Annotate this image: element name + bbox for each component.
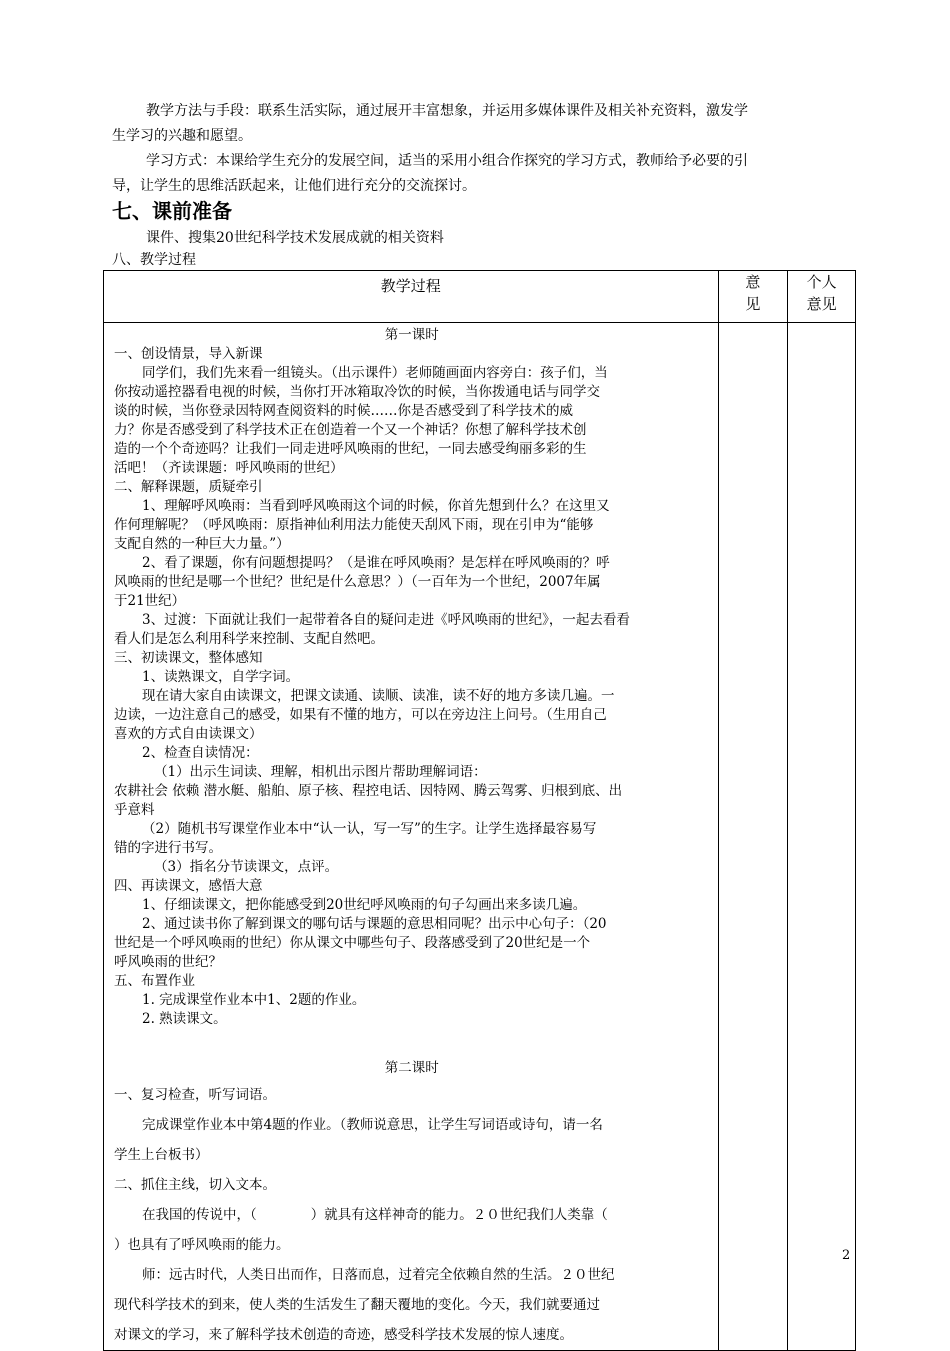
lesson-2-line: 二、抓住主线，切入文本。 — [114, 1177, 276, 1193]
lesson-1-line: 三、初读课文，整体感知 — [114, 650, 263, 666]
methods-line-2: 生学习的兴趣和愿望。 — [112, 128, 252, 144]
lesson-1-title: 第一课时 — [384, 327, 439, 343]
lesson-1-line: 农耕社会 依赖 潜水艇、船舶、原子核、程控电话、因特网、腾云驾雾、归根到底、出 — [114, 783, 623, 799]
lesson-1-line: （2）随机书写课堂作业本中“认一认，写一写”的生字。让学生选择最容易写 — [142, 821, 597, 837]
lesson-1-line: 乎意料 — [114, 802, 155, 818]
lesson-1-line: 造的一个个奇迹吗？让我们一同走进呼风唤雨的世纪，一同去感受绚丽多彩的生 — [114, 441, 587, 457]
lesson-2-line: 学生上台板书） — [114, 1147, 209, 1163]
lesson-1-line: 1、理解呼风唤雨：当看到呼风唤雨这个词的时候，你首先想到什么？在这里又 — [142, 498, 610, 514]
lesson-process-table — [103, 270, 856, 1351]
lesson-1-line: 于21世纪） — [114, 593, 186, 609]
lesson-1-line: 现在请大家自由读课文，把课文读通、读顺、读准，读不好的地方多读几遍。一 — [142, 688, 615, 704]
process-cell — [104, 323, 719, 1351]
opinion-cell — [718, 323, 788, 1351]
page-number: 2 — [842, 1248, 851, 1263]
lesson-1-line: 你按动遥控器看电视的时候，当你打开冰箱取冷饮的时候，当你拨通电话与同学交 — [114, 384, 600, 400]
learning-line-2: 导，让学生的思维活跃起来，让他们进行充分的交流探讨。 — [112, 178, 476, 194]
header-process: 教学过程 — [104, 271, 719, 323]
lesson-2-line: 一、复习检查，听写词语。 — [114, 1087, 276, 1103]
lesson-1-line: 风唤雨的世纪是哪一个世纪？世纪是什么意思？）（一百年为一个世纪，2007年属 — [114, 574, 601, 590]
lesson-2-title: 第二课时 — [384, 1060, 439, 1076]
lesson-1-line: 作何理解呢？（呼风唤雨：原指神仙利用法力能使天刮风下雨，现在引申为“能够 — [114, 517, 594, 533]
lesson-1-line: 2、通过读书你了解到课文的哪句话与课题的意思相同呢？出示中心句子：（20 — [142, 916, 607, 932]
personal-opinion-cell — [788, 323, 856, 1351]
header-personal-opinion: 个人 意见 — [788, 271, 856, 323]
lesson-1-line: 1、仔细读课文，把你能感受到20世纪呼风唤雨的句子勾画出来多读几遍。 — [142, 897, 587, 913]
header-opinion: 意 见 — [718, 271, 788, 323]
methods-line-1: 教学方法与手段：联系生活实际，通过展开丰富想象，并运用多媒体课件及相关补充资料，激发学 — [146, 103, 748, 119]
table-body-row — [104, 323, 856, 1351]
lesson-1-line: 支配自然的一种巨大力量。”） — [114, 536, 290, 552]
lesson-1-line: 错的字进行书写。 — [114, 840, 222, 856]
lesson-1-line: 二、解释课题，质疑牵引 — [114, 479, 263, 495]
lesson-1-line: 力？你是否感受到了科学技术正在创造着一个又一个神话？你想了解科学技术创 — [114, 422, 587, 438]
lesson-2-line: 现代科学技术的到来，使人类的生活发生了翻天覆地的变化。今天，我们就要通过 — [114, 1297, 600, 1313]
lesson-1-line: 五、布置作业 — [114, 973, 195, 989]
lesson-1-line: 呼风唤雨的世纪？ — [114, 954, 222, 970]
lesson-1-line: 2. 熟读课文。 — [142, 1011, 227, 1027]
learning-line-1: 学习方式：本课给学生充分的发展空间，适当的采用小组合作探究的学习方式，教师给予必要的引 — [146, 153, 748, 169]
lesson-1-line: 谈的时候，当你登录因特网查阅资料的时候……你是否感受到了科学技术的威 — [114, 403, 573, 419]
lesson-1-line: 喜欢的方式自由读课文） — [114, 726, 263, 742]
lesson-1-line: 一、创设情景，导入新课 — [114, 346, 263, 362]
lesson-1-line: 1. 完成课堂作业本中1、2题的作业。 — [142, 992, 366, 1008]
lesson-1-line: （1）出示生词读、理解，相机出示图片帮助理解词语： — [154, 764, 487, 780]
lesson-1-line: 四、再读课文，感悟大意 — [114, 878, 263, 894]
lesson-1-line: 同学们，我们先来看一组镜头。（出示课件）老师随画面内容旁白：孩子们，当 — [142, 365, 608, 381]
lesson-2-line: 完成课堂作业本中第4题的作业。（教师说意思，让学生写词语或诗句，请一名 — [142, 1117, 603, 1133]
lesson-1-line: 2、看了课题，你有问题想提吗？（是谁在呼风唤雨？是怎样在呼风唤雨的？呼 — [142, 555, 610, 571]
lesson-2-line: 师：远古时代，人类日出而作，日落而息，过着完全依赖自然的生活。２０世纪 — [142, 1267, 615, 1283]
table-header-row — [104, 271, 856, 323]
lesson-1-line: 2、检查自读情况： — [142, 745, 259, 761]
lesson-1-line: 世纪是一个呼风唤雨的世纪）你从课文中哪些句子、段落感受到了20世纪是一个 — [114, 935, 591, 951]
section-8-heading: 八、教学过程 — [112, 252, 196, 268]
lesson-1-line: 看人们是怎么利用科学来控制、支配自然吧。 — [114, 631, 384, 647]
section-7-text: 课件、搜集20世纪科学技术发展成就的相关资料 — [146, 230, 444, 246]
lesson-1-line: （3）指名分节读课文，点评。 — [154, 859, 339, 875]
lesson-1-line: 活吧！（齐读课题：呼风唤雨的世纪） — [114, 460, 344, 476]
lesson-2-line: ）也具有了呼风唤雨的能力。 — [114, 1237, 290, 1253]
lesson-2-line: 在我国的传说中，（ ）就具有这样神奇的能力。２０世纪我们人类靠（ — [142, 1207, 608, 1223]
lesson-1-line: 3、过渡：下面就让我们一起带着各自的疑问走进《呼风唤雨的世纪》，一起去看看 — [142, 612, 630, 628]
lesson-2-line: 对课文的学习，来了解科学技术创造的奇迹，感受科学技术发展的惊人速度。 — [114, 1327, 573, 1343]
section-7-heading: 七、课前准备 — [112, 199, 232, 223]
lesson-1-line: 边读，一边注意自己的感受，如果有不懂的地方，可以在旁边注上问号。（生用自己 — [114, 707, 607, 723]
lesson-1-line: 1、读熟课文，自学字词。 — [142, 669, 300, 685]
